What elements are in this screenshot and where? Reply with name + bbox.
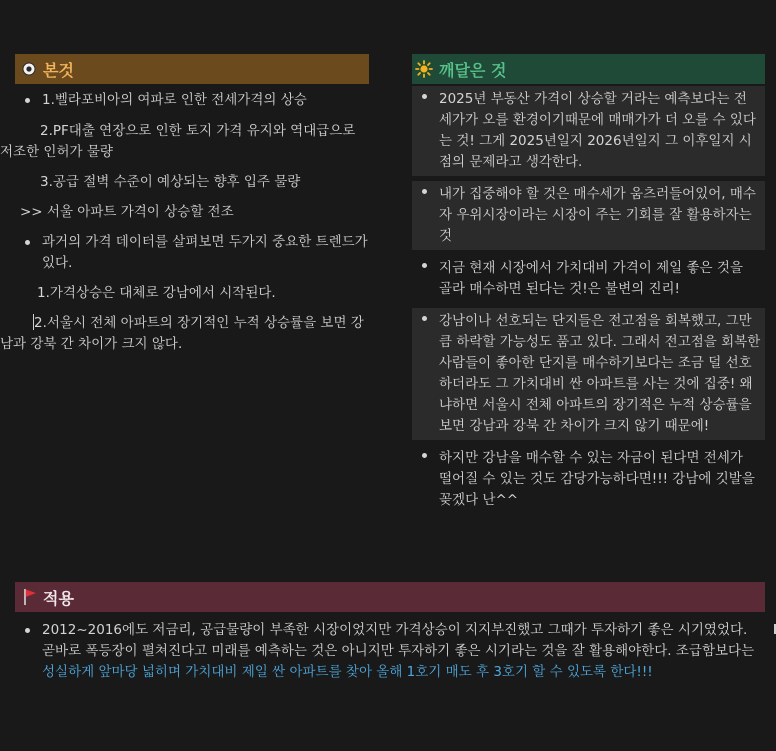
sun-icon: [415, 60, 433, 78]
list-item: 과거의 가격 데이터를 살펴보면 두가지 중요한 트렌드가 있다.: [15, 232, 372, 274]
realize-body: [412, 84, 765, 514]
apply-section: [15, 582, 765, 683]
paragraph: 3.공급 절벽 수준이 예상되는 향후 입주 물량: [40, 174, 301, 190]
paragraph: >> 서울 아파트 가격이 상승할 전조: [20, 204, 234, 220]
realize-title: 깨달은 것: [439, 60, 507, 80]
list-item: [15, 620, 765, 683]
seen-body: [0, 84, 372, 355]
paragraph: 2.PF대출 연장으로 인한 토지 가격 유지와 역대급으로 저조한 인허가 물량: [0, 123, 356, 160]
list-item: 하지만 강남을 매수할 수 있는 자금이 된다면 전세가 떨어질 수 있는 것도 감당가능하다면!!! 강남에 깃발을 꽂겠다 난^^: [412, 445, 765, 514]
apply-title: 적용: [43, 588, 74, 608]
list-item: 강남이나 선호되는 단지들은 전고점을 회복했고, 그만큼 하락할 가능성도 품고 있다. 그래서 전고점을 회복한 사람들이 좋아한 단지를 매수하기보다는 조금 덜 선호하더라도 그 가치대비 싼 아파트를 사는 것에 집중! 왜냐하면 서울시 전체 아파트의 장기적은 누적 상승률을 보면 강남과 강북 간 차이가 크지 않기 때문에!: [412, 308, 765, 440]
red-flag-icon: [23, 588, 37, 606]
seen-header: [15, 54, 369, 84]
paragraph-text: 2.서울시 전체 아파트의 장기적인 누적 상승률을 보면 강남과 강북 간 차이가 크지 않다.: [0, 315, 364, 352]
seen-section: [0, 54, 369, 355]
paragraph: 1.가격상승은 대체로 강남에서 시작된다.: [37, 285, 276, 301]
seen-title: 본것: [43, 60, 74, 80]
realize-header: [412, 54, 765, 84]
apply-text: 2012~2016에도 저금리, 공급물량이 부족한 시장이었지만 가격상승이 지지부진했고 그때가 투자하기 좋은 시기였었다. 곧바로 폭등장이 펼쳐진다고 미래를 예측하는 것은 아니지만 투자하기 좋은 시기라는 것을 잘 활용해야한다. 조급함보다는: [42, 622, 755, 659]
list-item: 내가 집중해야 할 것은 매수세가 움츠러들어있어, 매수자 우위시장이라는 시장이 주는 기회를 잘 활용하자는 것: [412, 181, 765, 250]
apply-highlight-text: 성실하게 앞마당 넓히며 가치대비 제일 싼 아파트를 찾아 올해 1호기 매도 후 3호기 할 수 있도록 한다!!!: [42, 664, 653, 680]
list-item: 1.벨라포비아의 여파로 인한 전세가격의 상승: [15, 90, 372, 111]
apply-header: [15, 582, 765, 612]
list-item: 지금 현재 시장에서 가치대비 가격이 제일 좋은 것을 골라 매수하면 된다는 것!은 불변의 진리!: [412, 255, 765, 303]
list-item: 2025년 부동산 가격이 상승할 거라는 예측보다는 전세가가 오를 환경이기때문에 매매가가 더 오를 수 있다는 것! 그게 2025년일지 2026년일지 그 이후일지 시점의 문제라고 생각한다.: [412, 86, 765, 176]
eye-icon: [21, 62, 37, 76]
paragraph: [0, 313, 372, 355]
realize-section: [412, 54, 765, 514]
